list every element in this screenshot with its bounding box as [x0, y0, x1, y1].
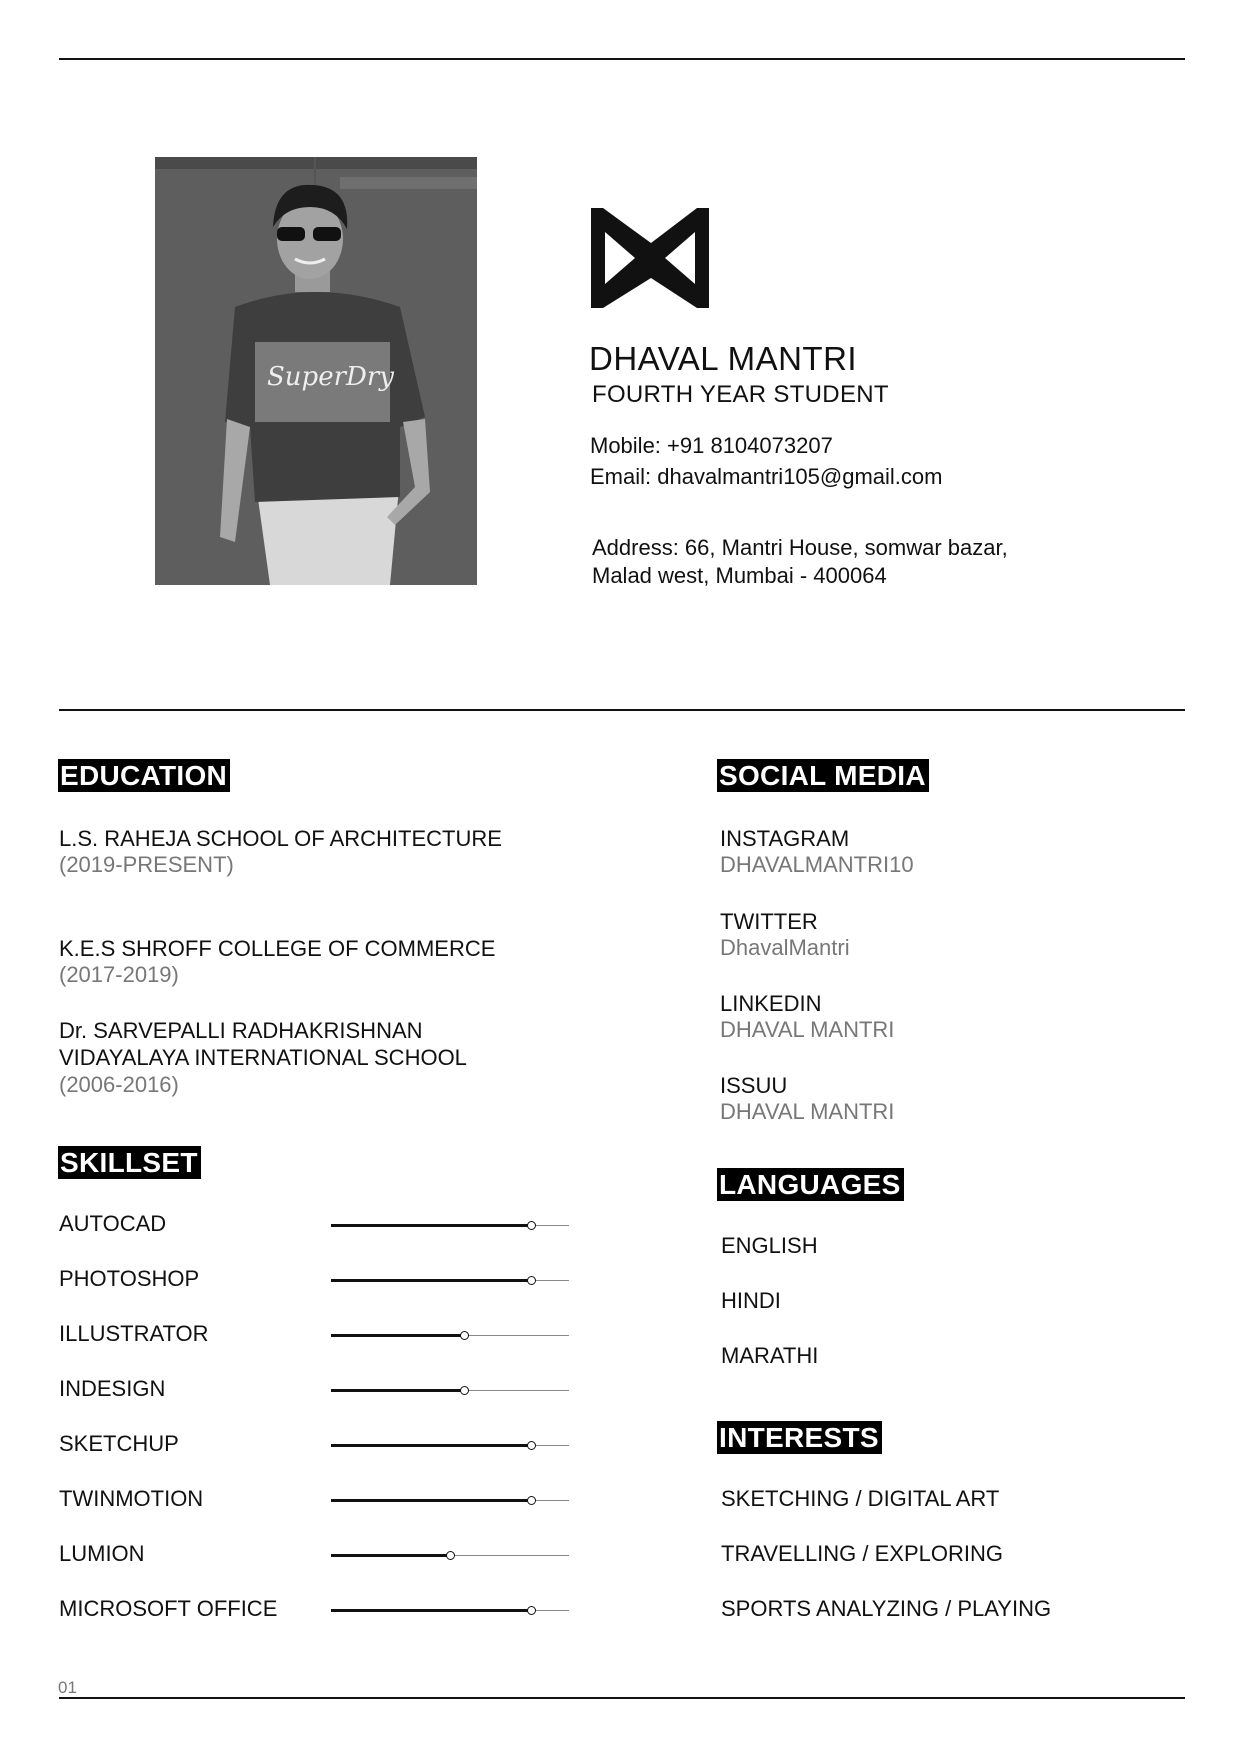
skill-level-knob [527, 1221, 536, 1230]
skill-name: TWINMOTION [59, 1486, 204, 1511]
profile-photo [155, 157, 477, 585]
skill-level-track [331, 1445, 569, 1446]
postal-address [592, 534, 1008, 590]
language-item: ENGLISH [721, 1233, 818, 1258]
skill-level-track [331, 1555, 569, 1556]
education-item-title-line-2: VIDAYALAYA INTERNATIONAL SCHOOL [59, 1045, 467, 1070]
skill-level-track [331, 1280, 569, 1281]
skill-name: AUTOCAD [59, 1211, 167, 1236]
language-item: MARATHI [721, 1343, 819, 1368]
skill-level-fill [331, 1389, 464, 1392]
skill-level-knob [446, 1551, 455, 1560]
social-platform: ISSUU [720, 1073, 788, 1098]
skill-name: SKETCHUP [59, 1431, 179, 1456]
skill-row [59, 1431, 579, 1461]
skill-row [59, 1486, 579, 1516]
education-item-title: K.E.S SHROFF COLLEGE OF COMMERCE [59, 936, 496, 961]
skill-level-knob [460, 1331, 469, 1340]
social-media-heading: SOCIAL MEDIA [717, 759, 929, 792]
skill-row [59, 1266, 579, 1296]
skill-level-track [331, 1390, 569, 1391]
skill-level-track [331, 1610, 569, 1611]
skill-level-fill [331, 1554, 450, 1557]
skill-row [59, 1211, 579, 1241]
bottom-divider [59, 1697, 1185, 1699]
svg-text:SuperDry: SuperDry [267, 362, 394, 392]
skill-name: INDESIGN [59, 1376, 166, 1401]
education-item-title: L.S. RAHEJA SCHOOL OF ARCHITECTURE [59, 826, 502, 851]
skill-level-fill [331, 1224, 531, 1227]
skill-level-knob [527, 1441, 536, 1450]
education-item-years: (2017-2019) [59, 962, 179, 987]
skill-row [59, 1321, 579, 1351]
address-line-2: Malad west, Mumbai - 400064 [592, 563, 887, 588]
education-heading: EDUCATION [58, 759, 230, 792]
skill-level-fill [331, 1609, 531, 1612]
skill-level-knob [527, 1606, 536, 1615]
skill-level-knob [527, 1276, 536, 1285]
middle-divider [59, 709, 1185, 711]
skill-level-fill [331, 1334, 464, 1337]
interest-item: SPORTS ANALYZING / PLAYING [721, 1596, 1052, 1621]
language-item: HINDI [721, 1288, 781, 1313]
skill-row [59, 1376, 579, 1406]
skill-name: PHOTOSHOP [59, 1266, 200, 1291]
skillset-heading: SKILLSET [58, 1146, 201, 1179]
address-line-1: Address: 66, Mantri House, somwar bazar, [592, 535, 1008, 560]
skill-level-fill [331, 1279, 531, 1282]
social-platform: INSTAGRAM [720, 826, 850, 851]
social-platform: TWITTER [720, 909, 818, 934]
dm-monogram-logo [591, 208, 709, 308]
email-address: Email: dhavalmantri105@gmail.com [590, 464, 943, 489]
candidate-role: FOURTH YEAR STUDENT [592, 381, 889, 408]
social-handle[interactable]: DHAVAL MANTRI [720, 1017, 895, 1042]
languages-heading: LANGUAGES [717, 1168, 904, 1201]
social-handle[interactable]: DhavalMantri [720, 935, 850, 960]
skill-level-knob [460, 1386, 469, 1395]
education-item-years: (2019-PRESENT) [59, 852, 234, 877]
skill-name: MICROSOFT OFFICE [59, 1596, 278, 1621]
portrait-illustration [155, 157, 477, 585]
candidate-name: DHAVAL MANTRI [589, 340, 858, 377]
skill-name: ILLUSTRATOR [59, 1321, 209, 1346]
social-handle[interactable]: DHAVALMANTRI10 [720, 852, 914, 877]
skill-name: LUMION [59, 1541, 145, 1566]
page-number: 01 [58, 1678, 77, 1697]
skill-level-track [331, 1335, 569, 1336]
interest-item: SKETCHING / DIGITAL ART [721, 1486, 1000, 1511]
skill-row [59, 1596, 579, 1626]
interests-heading: INTERESTS [717, 1421, 882, 1454]
top-divider [59, 58, 1185, 60]
skill-level-track [331, 1225, 569, 1226]
skill-level-track [331, 1500, 569, 1501]
skill-level-knob [527, 1496, 536, 1505]
interest-item: TRAVELLING / EXPLORING [721, 1541, 1004, 1566]
skill-level-fill [331, 1444, 531, 1447]
education-item-title-line-1: Dr. SARVEPALLI RADHAKRISHNAN [59, 1018, 423, 1043]
social-handle[interactable]: DHAVAL MANTRI [720, 1099, 895, 1124]
social-platform: LINKEDIN [720, 991, 822, 1016]
skill-row [59, 1541, 579, 1571]
education-item-years: (2006-2016) [59, 1072, 179, 1097]
mobile-number: Mobile: +91 8104073207 [590, 433, 833, 458]
skill-level-fill [331, 1499, 531, 1502]
